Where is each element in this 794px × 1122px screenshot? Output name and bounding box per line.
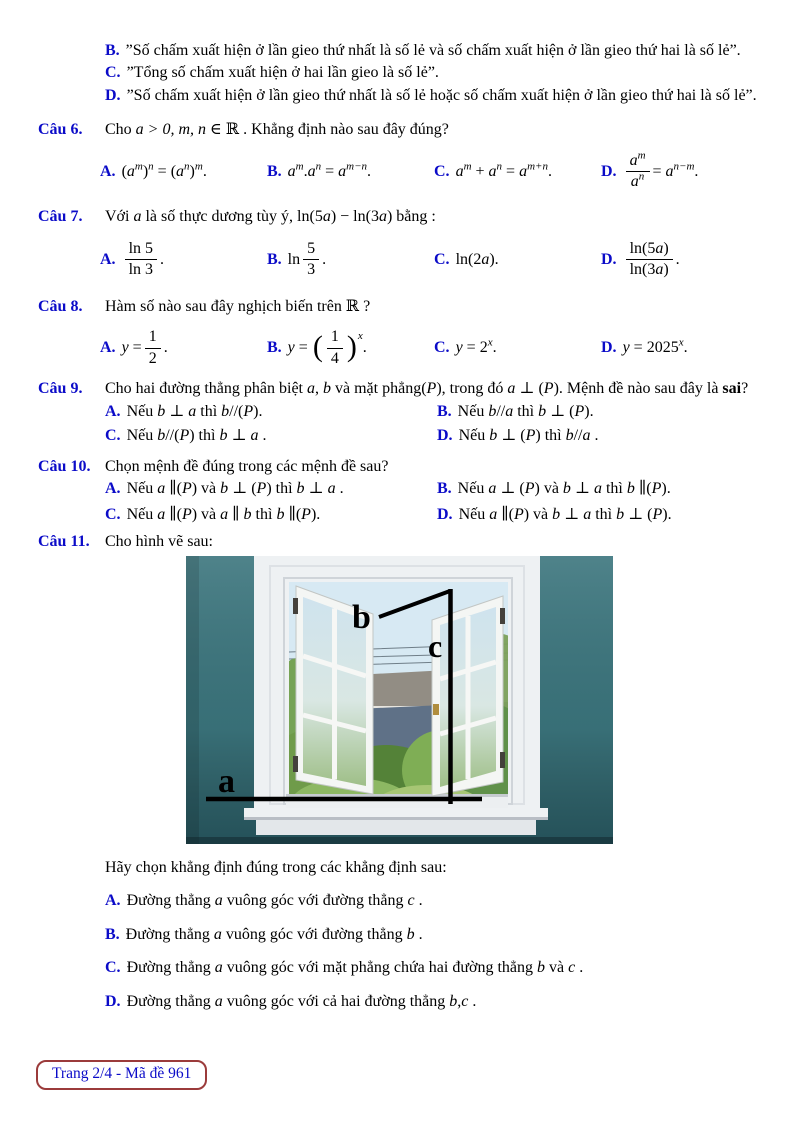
- question-stem: Cho a > 0, m, n ∈ ℝ . Khẳng định nào sau đây đúng?: [105, 121, 449, 139]
- answer-option: [105, 478, 437, 500]
- question-number: Câu 8.: [38, 297, 83, 315]
- option-math: $a^m.a^n = a^{m-n}$.: [287, 160, 372, 180]
- window-figure: [186, 556, 613, 844]
- answer-option: [434, 160, 601, 181]
- question-number: Câu 10.: [38, 457, 91, 475]
- option-label: C.: [434, 250, 450, 268]
- option-text: Nếu a ∥(P) và a ∥ b thì b ∥(P).: [126, 506, 321, 524]
- option-text: Nếu b//(P) thì b ⊥ a .: [126, 427, 267, 445]
- option-label: D.: [601, 250, 617, 268]
- option-label: C.: [434, 162, 450, 180]
- option-label: A.: [100, 339, 116, 357]
- label-a: a: [218, 763, 235, 801]
- question-10-options-row1: [105, 478, 794, 500]
- question-9-options-row1: [105, 401, 794, 423]
- option-text: Nếu b ⊥ a thì b//(P).: [126, 402, 263, 420]
- option-text: ”Số chấm xuất hiện ở lần gieo thứ nhất là số lẻ và số chấm xuất hiện ở lần gieo thứ hai là số lẻ”.: [125, 42, 741, 59]
- option-math: $\frac{a^m}{a^n}$ = $a^{n-m}$.: [623, 152, 699, 192]
- fraction: $\frac{1}{4}$: [327, 328, 343, 368]
- answer-option: [601, 240, 768, 280]
- label-b: b: [352, 599, 371, 637]
- option-text: Nếu a ⊥ (P) và b ⊥ a thì b ∥(P).: [457, 479, 671, 497]
- fraction: $\frac{a^m}{a^n}$: [626, 152, 650, 192]
- question-11: [38, 531, 758, 553]
- fraction: $\frac{\ln 5}{\ln 3}$: [125, 240, 157, 280]
- option-math: ln $\frac{5}{3}$ .: [287, 240, 327, 279]
- question-stem: Hàm số nào sau đây nghịch biến trên ℝ ?: [105, 297, 371, 315]
- option-label: D.: [437, 427, 453, 445]
- question-9: [38, 378, 758, 400]
- option-math: $\frac{\ln 5}{\ln 3}$ .: [122, 240, 164, 280]
- question-9-options-row2: [105, 425, 794, 447]
- page-footer: Trang 2/4 - Mã đề 961: [36, 1060, 207, 1090]
- option-math: ln(2a).: [455, 250, 499, 268]
- option-text: Nếu a ∥(P) và b ⊥ (P) thì b ⊥ a .: [126, 479, 344, 497]
- question-number: Câu 11.: [38, 532, 90, 550]
- option-label: C.: [105, 427, 121, 445]
- answer-option: [434, 251, 601, 269]
- previous-question-options: [105, 0, 758, 107]
- answer-option: [105, 425, 437, 447]
- option-text: Đường thẳng a vuông góc với mặt phẳng chứa hai đường thẳng b và c .: [126, 959, 584, 977]
- answer-option: [105, 62, 758, 84]
- question-stem: Cho hai đường thẳng phân biệt a, b và mặt phẳng(P), trong đó a ⊥ (P). Mệnh đề nào sau đây là sai?: [105, 380, 749, 398]
- question-10-options-row2: [105, 504, 794, 526]
- right-sash: [432, 596, 505, 796]
- answer-option: [437, 504, 769, 526]
- option-label: A.: [100, 162, 116, 180]
- question-7-options: [100, 232, 774, 288]
- fraction: $\frac{\ln(5a)}{\ln(3a)}$: [626, 240, 673, 280]
- option-math: $y = 2^x$.: [455, 337, 497, 357]
- question-stem: Cho hình vẽ sau:: [105, 532, 213, 550]
- answer-option: [105, 957, 794, 979]
- option-label: D.: [437, 506, 453, 524]
- answer-option: [105, 924, 794, 946]
- answer-option: [105, 40, 758, 62]
- option-label: B.: [105, 42, 120, 59]
- option-text: ”Số chấm xuất hiện ở lần gieo thứ nhất là số lẻ hoặc số chấm xuất hiện ở lần gieo thứ hai là số lẻ”.: [126, 86, 757, 104]
- option-label: B.: [437, 402, 452, 420]
- question-number: Câu 7.: [38, 207, 83, 225]
- option-label: A.: [105, 479, 121, 497]
- answer-option: [105, 401, 437, 423]
- answer-option: [105, 85, 758, 107]
- fraction: $\frac{1}{2}$: [145, 328, 161, 368]
- answer-option: [100, 240, 267, 280]
- answer-option: [105, 890, 794, 912]
- answer-option: [434, 339, 601, 357]
- answer-option: [601, 149, 768, 192]
- answer-option: [267, 328, 434, 368]
- apron: [256, 820, 536, 835]
- option-label: A.: [100, 250, 116, 268]
- option-text: Nếu b//a thì b ⊥ (P).: [457, 402, 594, 420]
- question-10: [38, 456, 758, 478]
- answer-option: [267, 240, 434, 280]
- option-text: Nếu a ∥(P) và b ⊥ a thì b ⊥ (P).: [458, 506, 672, 524]
- answer-option: [100, 328, 267, 368]
- option-label: D.: [105, 992, 121, 1010]
- option-math: y = ( $\frac{1}{4}$ )$^x$.: [287, 328, 367, 367]
- question-7: [38, 206, 758, 228]
- option-label: D.: [601, 339, 617, 357]
- question-stem: Chọn mệnh đề đúng trong các mệnh đề sau?: [105, 457, 389, 475]
- answer-option: [267, 160, 434, 181]
- option-label: A.: [105, 402, 121, 420]
- answer-option: [437, 401, 769, 423]
- option-label: A.: [105, 892, 121, 910]
- question-6: [38, 119, 758, 141]
- fraction: $\frac{5}{3}$: [303, 240, 319, 280]
- option-text: Nếu b ⊥ (P) thì b//a .: [458, 427, 599, 445]
- option-math: y = $\frac{1}{2}$ .: [121, 328, 168, 367]
- option-label: D.: [105, 86, 121, 104]
- option-text: Đường thẳng a vuông góc với đường thẳng b .: [125, 925, 423, 943]
- option-label: B.: [105, 925, 120, 943]
- option-label: B.: [267, 162, 282, 180]
- option-text: Đường thẳng a vuông góc với đường thẳng c .: [126, 892, 423, 910]
- option-math: $(a^m)^n = (a^n)^m$.: [121, 160, 207, 180]
- question-number: Câu 9.: [38, 380, 83, 398]
- answer-option: [437, 478, 769, 500]
- option-math: $y = 2025^x$.: [622, 337, 688, 357]
- answer-option: [105, 504, 437, 526]
- answer-option: [105, 991, 794, 1013]
- option-math: $\frac{\ln(5a)}{\ln(3a)}$ .: [623, 240, 680, 280]
- option-label: C.: [105, 64, 121, 82]
- option-label: B.: [267, 250, 282, 268]
- option-label: C.: [105, 959, 121, 977]
- window-photo-svg: [186, 556, 613, 844]
- option-label: C.: [434, 339, 450, 357]
- option-label: B.: [267, 339, 282, 357]
- option-label: D.: [601, 162, 617, 180]
- option-math: $a^m + a^n = a^{m+n}$.: [455, 160, 552, 180]
- answer-option: [601, 339, 768, 357]
- option-text: Đường thẳng a vuông góc với cả hai đường thẳng b,c .: [126, 992, 477, 1010]
- option-label: B.: [437, 479, 452, 497]
- answer-option: [100, 160, 267, 181]
- answer-option: [437, 425, 769, 447]
- question-8-options: [100, 322, 774, 374]
- question-8: [38, 296, 758, 318]
- option-label: C.: [105, 506, 121, 524]
- label-c: c: [428, 628, 443, 665]
- question-number: Câu 6.: [38, 121, 83, 139]
- question-11-prompt: Hãy chọn khẳng định đúng trong các khẳng định sau:: [105, 859, 447, 877]
- question-stem: Với a là số thực dương tùy ý, ln(5a) − ln(3a) bằng :: [105, 207, 436, 225]
- option-text: ”Tổng số chấm xuất hiện ở hai lần gieo là số lẻ”.: [126, 64, 439, 82]
- question-6-options: [100, 144, 774, 200]
